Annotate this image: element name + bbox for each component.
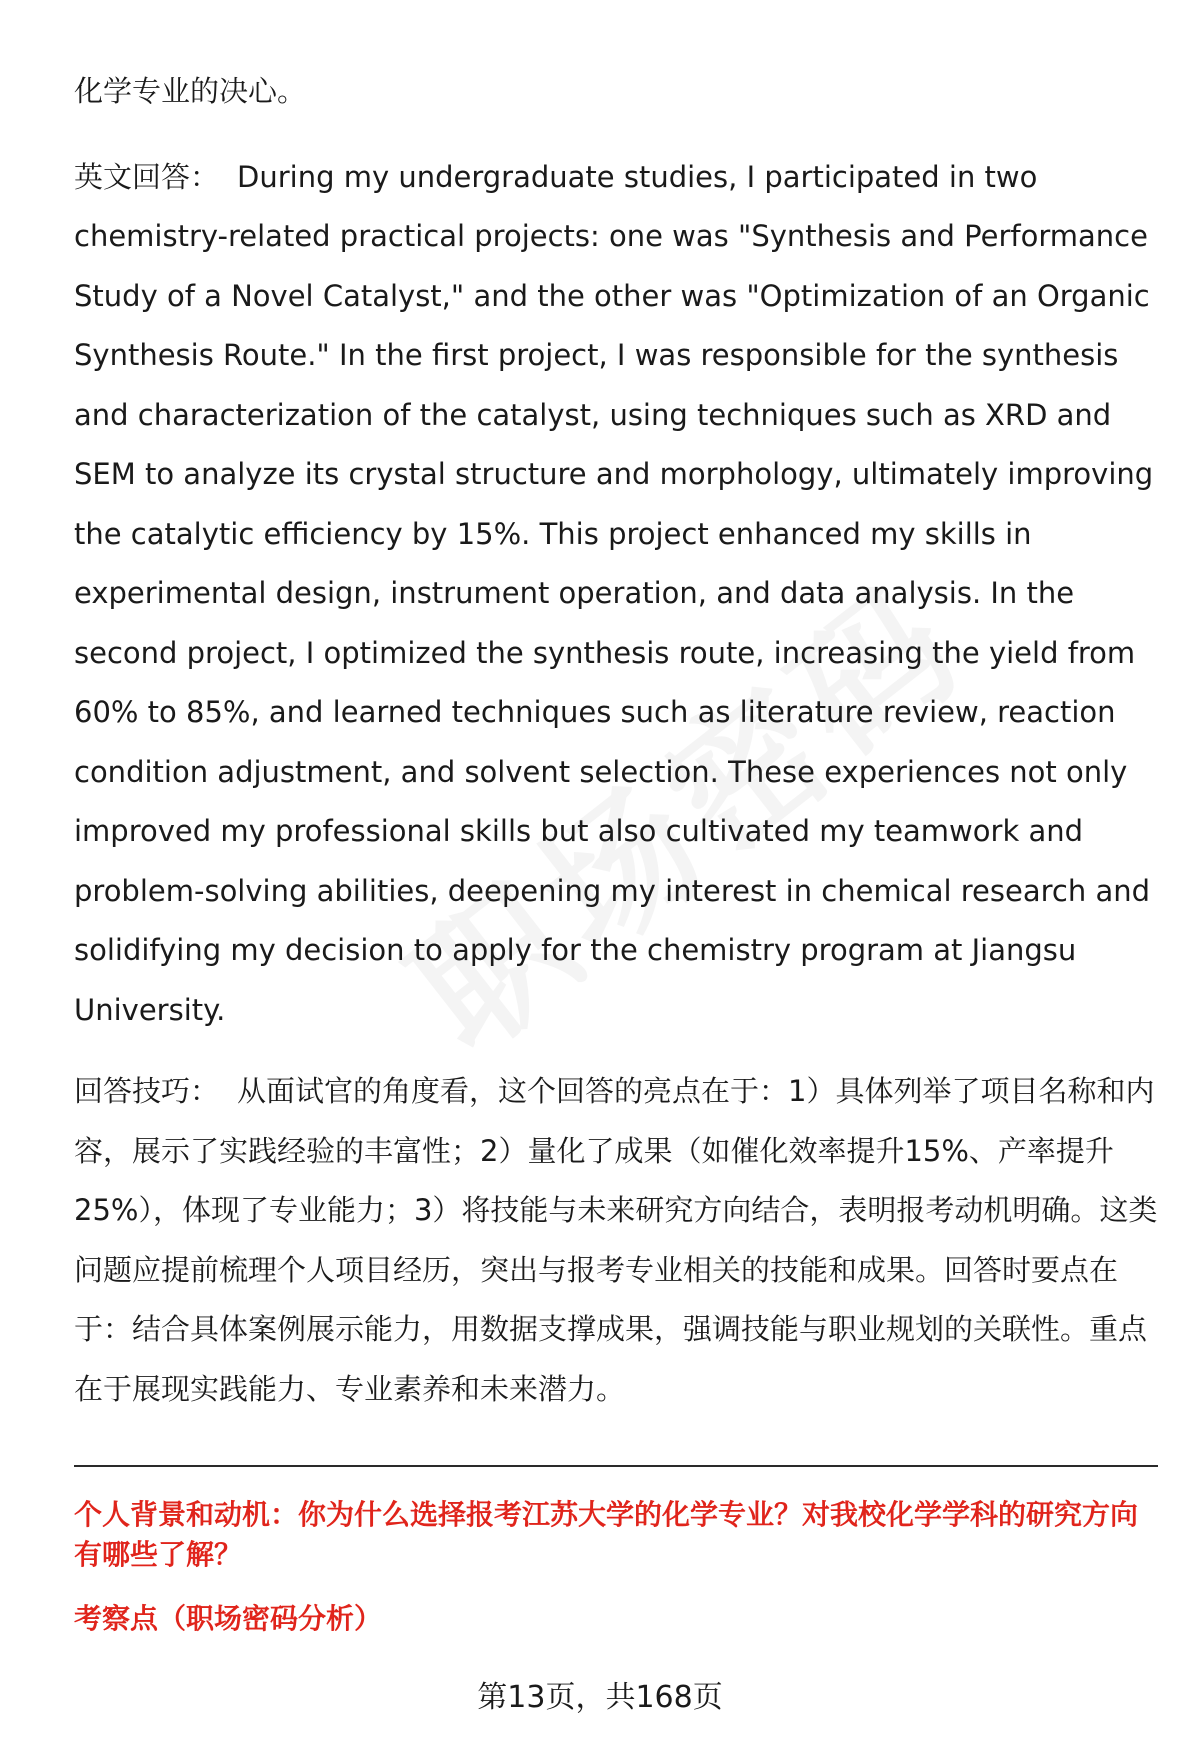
document-page — [74, 62, 1164, 1639]
assessment-point-label: 考察点（职场密码分析） — [74, 1602, 383, 1635]
page-number-footer: 第13页，共168页 — [477, 1680, 723, 1715]
english-answer-paragraph — [74, 148, 1164, 1041]
answer-tips-paragraph — [74, 1062, 1164, 1419]
intro-tail-paragraph: 化学专业的决心。 — [74, 74, 307, 108]
english-answer-label: 英文回答： — [74, 159, 220, 194]
english-answer-text: During my undergraduate studies, I participated in two chemistry-related practical projects: one was "Synthesis and Performance Study of a Novel Catalyst," and the other was "Optimization of an Organic Synthesis Route." In the first project, I was responsible for the synthesis and characterization of the catalyst, using techniques such as XRD and SEM to analyze its crystal structure and morphology, ultimately improving the catalytic efficiency by 15%. This project enhanced my skills in experimental design, instrument operation, and data analysis. In the second project, I optimized the synthesis route, increasing the yield from 60% to 85%, and learned techniques such as literature review, reaction condition adjustment, and solvent selection. These experiences not only improved my professional skills but also cultivated my teamwork and problem-solving abilities, deepening my interest in chemical research and solidifying my decision to apply for the chemistry program at Jiangsu University. — [74, 159, 1154, 1027]
section-divider — [74, 1465, 1158, 1467]
answer-tips-label: 回答技巧： — [74, 1074, 220, 1108]
answer-tips-text: 从面试官的角度看，这个回答的亮点在于：1）具体列举了项目名称和内容，展示了实践经验的丰富性；2）量化了成果（如催化效率提升15%、产率提升25%），体现了专业能力；3）将技能与未来研究方向结合，表明报考动机明确。这类问题应提前梳理个人项目经历，突出与报考专业相关的技能和成果。回答时要点在于：结合具体案例展示能力，用数据支撑成果，强调技能与职业规划的关联性。重点在于展现实践能力、专业素养和未来潜力。 — [74, 1074, 1158, 1406]
next-question-heading: 个人背景和动机：你为什么选择报考江苏大学的化学专业？对我校化学学科的研究方向有哪些了解？ — [74, 1498, 1139, 1571]
